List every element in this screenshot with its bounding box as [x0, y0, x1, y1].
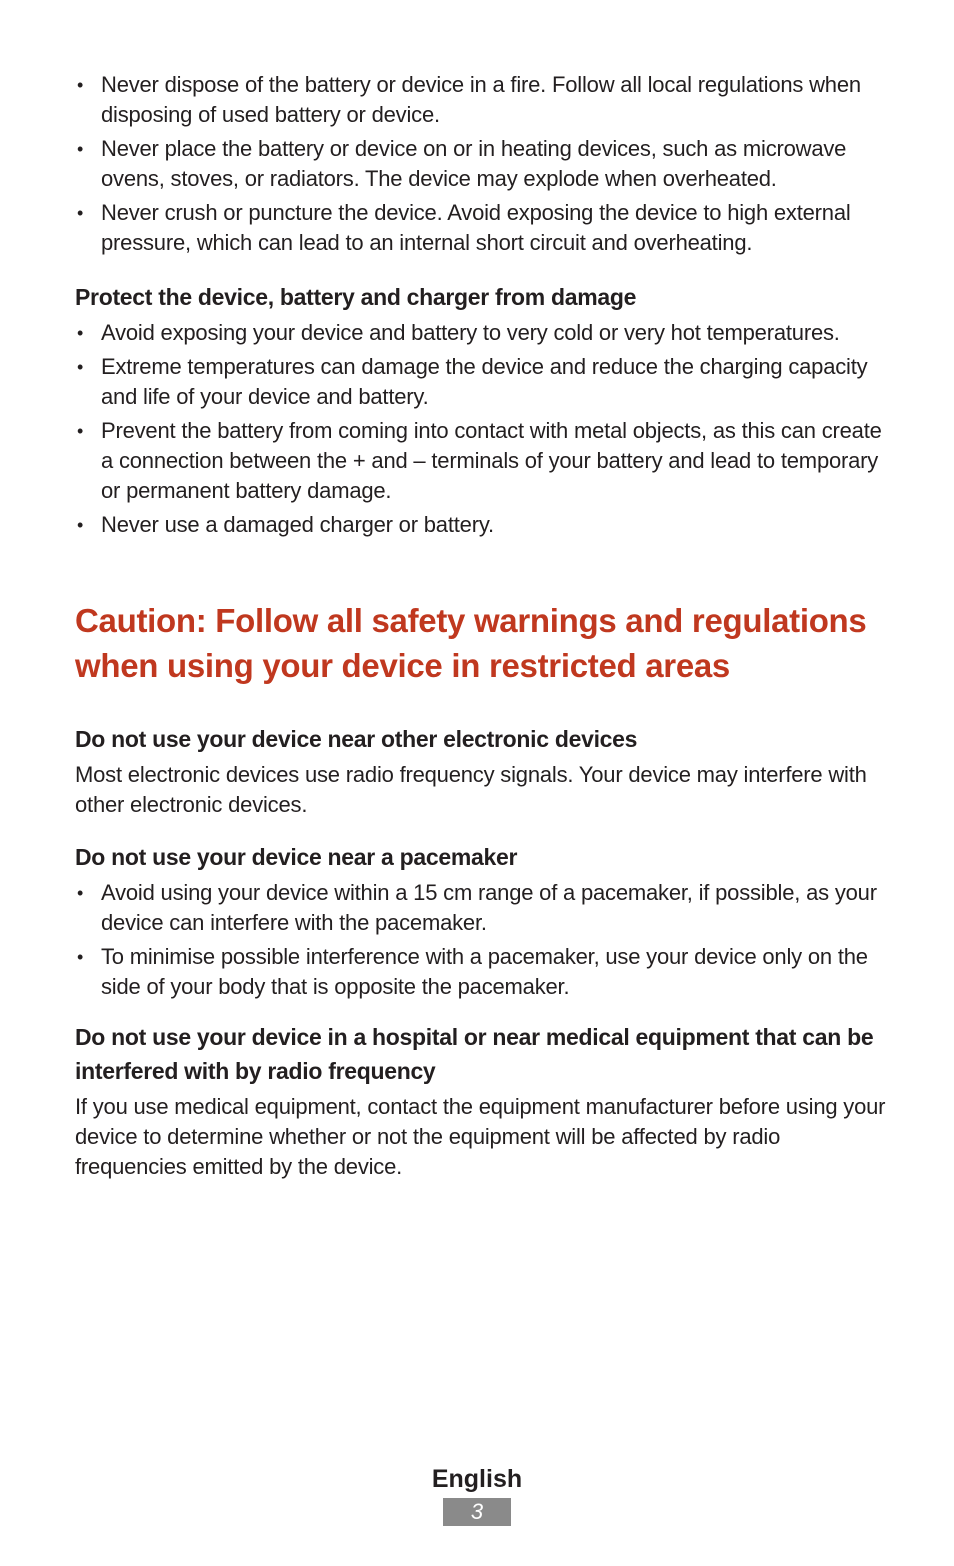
list-item: • Avoid using your device within a 15 cm range of a pacemaker, if possible, as your device can interfere with the pacemaker. — [75, 878, 890, 938]
hospital-text: If you use medical equipment, contact the equipment manufacturer before using your device to determine whether or not the equipment will be affected by radio frequencies emitted by the device. — [75, 1094, 886, 1179]
list-item: • Extreme temperatures can damage the device and reduce the charging capacity and life of your device and battery. — [75, 352, 890, 412]
pacemaker-heading: Do not use your device near a pacemaker — [75, 844, 518, 870]
list-item: • To minimise possible interference with a pacemaker, use your device only on the side of your body that is opposite the pacemaker. — [75, 942, 890, 1002]
caution-heading: Caution: Follow all safety warnings and regulations when using your device in restricted areas — [75, 602, 867, 684]
list-item: • Avoid exposing your device and battery to very cold or very hot temperatures. — [75, 318, 890, 348]
document-page — [75, 70, 890, 1182]
page-number: 3 — [443, 1498, 511, 1526]
pacemaker-bullet-list — [75, 878, 890, 1002]
electronic-heading: Do not use your device near other electronic devices — [75, 726, 638, 752]
electronic-text: Most electronic devices use radio frequency signals. Your device may interfere with other electronic devices. — [75, 762, 867, 817]
list-item: • Never place the battery or device on or in heating devices, such as microwave ovens, stoves, or radiators. The device may explode when overheated. — [75, 134, 890, 194]
intro-bullet-list — [75, 70, 890, 258]
list-item: • Never dispose of the battery or device in a fire. Follow all local regulations when disposing of used battery or device. — [75, 70, 890, 130]
list-item: • Prevent the battery from coming into contact with metal objects, as this can create a connection between the + and – terminals of your battery and lead to temporary or permanent battery damage. — [75, 416, 890, 506]
protect-bullet-list — [75, 318, 890, 540]
hospital-heading: Do not use your device in a hospital or near medical equipment that can be interfered with by radio frequency — [75, 1024, 874, 1084]
footer-language: English — [431, 1465, 523, 1493]
protect-heading: Protect the device, battery and charger from damage — [75, 284, 637, 310]
list-item: • Never crush or puncture the device. Avoid exposing the device to high external pressure, which can lead to an internal short circuit and overheating. — [75, 198, 890, 258]
list-item: • Never use a damaged charger or battery. — [75, 510, 890, 540]
page-footer — [0, 1462, 954, 1526]
